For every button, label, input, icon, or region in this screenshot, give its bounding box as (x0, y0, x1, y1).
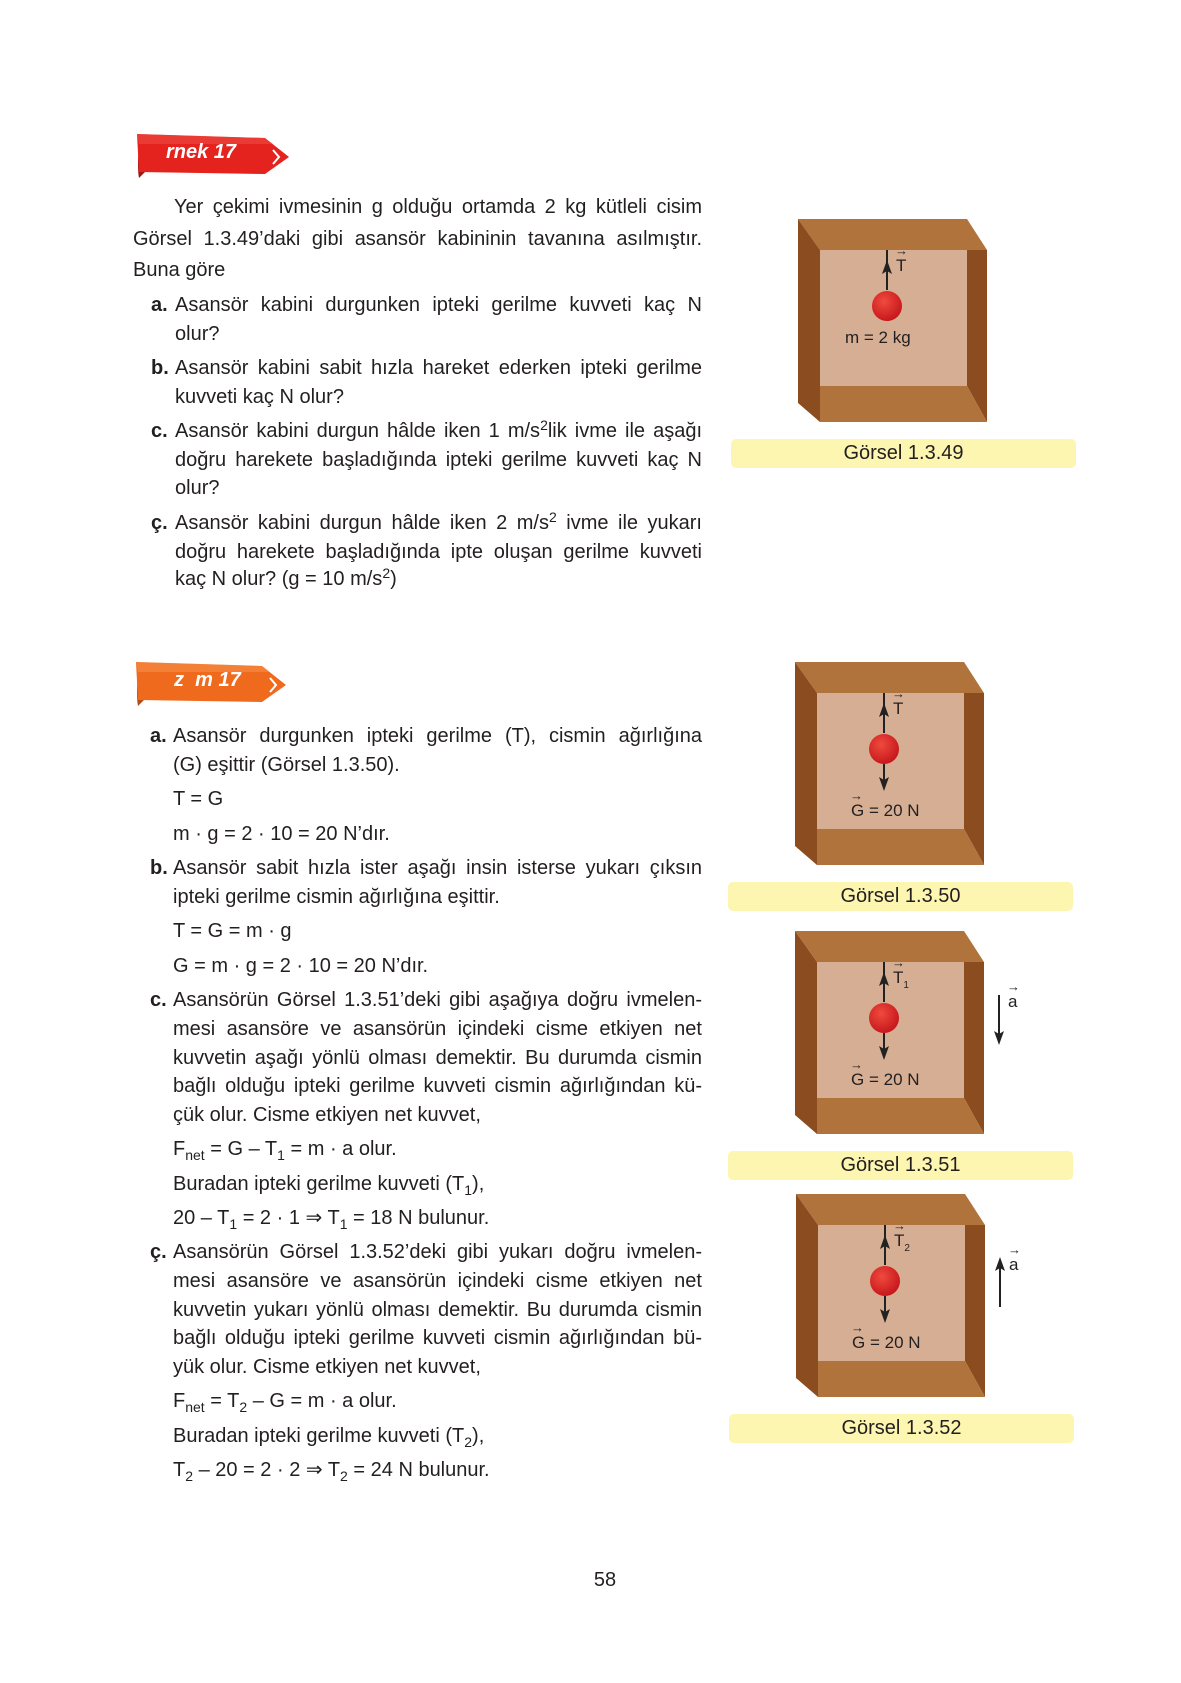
text: Asansör sabit hızla ister aşağı insin isterse yukarı çıksın (173, 857, 702, 879)
text: Asansör kabini durgun hâlde iken 2 m/s (175, 512, 549, 534)
text: Asansör durgunken ipteki gerilme (T), cismin ağırlığına (173, 725, 702, 747)
tension-label (893, 699, 903, 719)
elevator-figure (794, 930, 1018, 1135)
text-line (173, 1073, 702, 1099)
text-line (173, 1205, 702, 1231)
text: çük olur. Cisme etkiyen net kuvvet, (173, 1104, 481, 1126)
tension-symbol: → T (896, 256, 906, 276)
text: – 20 = 2 · 2 ⇒ T (193, 1459, 341, 1481)
text-line (175, 321, 702, 347)
solution-badge-label: z m 17 (174, 669, 241, 691)
text: = 18 N bulunur. (347, 1207, 490, 1229)
text: 20 – T (173, 1207, 230, 1229)
subscript: 2 (185, 1468, 194, 1484)
item-label: b. (151, 357, 169, 379)
text-line (173, 752, 702, 778)
weight-label (852, 1333, 921, 1353)
superscript: 2 (540, 418, 548, 433)
item-label: c. (151, 420, 168, 442)
text: kaç N olur? (g = 10 m/s (175, 568, 383, 590)
text-line (173, 918, 702, 944)
tension-symbol: → T (893, 699, 903, 719)
text: doğru harekete başladığında ipte oluşan gerilme kuvveti (175, 541, 702, 563)
text: F (173, 1390, 186, 1412)
text-line (173, 1354, 702, 1380)
subscript: 2 (464, 1434, 473, 1450)
item-label: b. (150, 857, 168, 879)
text: Buradan ipteki gerilme kuvveti (T (173, 1173, 465, 1195)
subscript: net (185, 1399, 205, 1415)
text: olur? (175, 323, 220, 345)
tension-symbol: → T (894, 1231, 904, 1251)
elevator-figure (794, 661, 984, 866)
text-line (173, 821, 702, 847)
text: m · g = 2 · 10 = 20 N’dır. (173, 823, 390, 845)
text-line (175, 566, 702, 592)
text-line (175, 384, 702, 410)
item-label: a. (150, 725, 167, 747)
elevator-cabin-icon (794, 661, 984, 866)
text: ipteki gerilme cismin ağırlığına eşittir. (173, 886, 500, 908)
subscript: 1 (277, 1147, 285, 1163)
text-line (173, 723, 702, 749)
text: kuvvetin yukarı yönlü olması demektir. Bu durumda cismin (173, 1299, 702, 1321)
text-line (173, 1171, 702, 1197)
text: ) (390, 568, 397, 590)
solution-badge (132, 658, 292, 710)
item-label: ç. (151, 512, 168, 534)
text-line (173, 1325, 702, 1351)
weight-value: = 20 N (865, 1333, 921, 1352)
weight-value: = 20 N (864, 1070, 920, 1089)
text-line (173, 786, 702, 812)
text: T (173, 1459, 186, 1481)
text: Asansörün Görsel 1.3.51’deki gibi aşağıya doğru ivmelen- (173, 989, 702, 1011)
text: Asansör kabini durgun hâlde iken 1 m/s (175, 420, 541, 442)
weight-symbol: → G (851, 801, 864, 821)
figure-caption: Görsel 1.3.49 (731, 439, 1076, 468)
text: Asansör kabini durgunken ipteki gerilme kuvveti kaç N (175, 294, 702, 316)
tension-symbol: → T (893, 968, 903, 988)
text: Görsel 1.3.49’daki gibi asansör kabininin tavanına asılmıştır. (133, 228, 702, 250)
acceleration-symbol: → a (1009, 1255, 1018, 1275)
example-badge-label: rnek 17 (166, 141, 237, 163)
text: = T (204, 1390, 240, 1412)
subscript: net (185, 1147, 205, 1163)
text-line (173, 1102, 702, 1128)
text-line (175, 355, 702, 381)
subscript: 1 (229, 1216, 238, 1232)
text: yük olur. Cisme etkiyen net kuvvet, (173, 1356, 481, 1378)
tension-subscript: 2 (904, 1243, 910, 1254)
subscript: 2 (340, 1468, 348, 1484)
weight-symbol: → G (852, 1333, 865, 1353)
subscript: 2 (239, 1399, 248, 1415)
weight-label (851, 1070, 920, 1090)
text-line (173, 1016, 702, 1042)
example-badge (133, 130, 293, 182)
tension-subscript: 1 (903, 980, 909, 991)
text-line (133, 226, 702, 252)
figure-caption: Görsel 1.3.50 (728, 882, 1073, 911)
text: T = G = m · g (173, 920, 292, 942)
text: T = G (173, 788, 224, 810)
text: = m · a olur. (284, 1138, 397, 1160)
tension-label (893, 968, 909, 991)
text: ), (472, 1425, 485, 1447)
elevator-figure (795, 1193, 1019, 1398)
text: mesi asansöre ve asansörün içindeki cisme etkiyen net (173, 1270, 702, 1292)
text: – G = m · a olur. (247, 1390, 397, 1412)
elevator-cabin-icon (797, 218, 987, 423)
text-line (173, 1423, 702, 1449)
superscript: 2 (382, 565, 391, 581)
text: mesi asansöre ve asansörün içindeki cisme etkiyen net (173, 1018, 702, 1040)
text: olur? (175, 477, 220, 499)
text: = 2 · 1 ⇒ T (237, 1207, 340, 1229)
text-line (173, 1457, 702, 1483)
text-line (173, 855, 702, 881)
text-line (173, 1268, 702, 1294)
text: doğru harekete başladığında ipteki gerilme kuvveti kaç N (175, 449, 702, 471)
item-label: a. (151, 294, 168, 316)
text-line (173, 1388, 702, 1414)
elevator-figure (797, 218, 987, 423)
elevator-cabin-icon (795, 1193, 985, 1398)
acceleration-label (1009, 1255, 1018, 1275)
subscript: 1 (464, 1182, 473, 1198)
text: G = m · g = 2 · 10 = 20 N’dır. (173, 955, 429, 977)
text-line (173, 1045, 702, 1071)
text-line (175, 475, 702, 501)
text: ), (472, 1173, 485, 1195)
weight-label (851, 801, 920, 821)
mass-label (845, 328, 911, 348)
figure-caption: Görsel 1.3.52 (729, 1414, 1074, 1443)
figure-caption: Görsel 1.3.51 (728, 1151, 1073, 1180)
weight-value: = 20 N (864, 801, 920, 820)
text-line (173, 1297, 702, 1323)
acceleration-label (1008, 992, 1017, 1012)
text-line (173, 884, 702, 910)
text-line (175, 510, 702, 536)
text-line (173, 987, 702, 1013)
text: lik ivme ile aşağı (547, 420, 702, 442)
text: Yer çekimi ivmesinin g olduğu ortamda 2 kg kütleli cisim (174, 196, 702, 218)
text: bağlı olduğu ipteki gerilme kuvveti cismin ağırlığından bü- (173, 1327, 702, 1349)
subscript: 1 (339, 1216, 348, 1232)
text-line (173, 953, 702, 979)
text-line (175, 292, 702, 318)
item-label: ç. (150, 1241, 167, 1263)
text-line (175, 447, 702, 473)
text-line (173, 1239, 702, 1265)
text: kuvveti kaç N olur? (175, 386, 344, 408)
weight-symbol: → G (851, 1070, 864, 1090)
page-number: 58 (593, 1569, 617, 1591)
text-line (173, 1136, 702, 1162)
text-line (175, 418, 702, 444)
tension-label (894, 1231, 910, 1254)
text: Asansör kabini sabit hızla hareket ederken ipteki gerilme (175, 357, 702, 379)
text: Buna göre (133, 259, 226, 281)
text: = 24 N bulunur. (347, 1459, 490, 1481)
text-line (175, 539, 702, 565)
tension-label (896, 256, 906, 276)
text: Buradan ipteki gerilme kuvveti (T (173, 1425, 465, 1447)
item-label: c. (150, 989, 167, 1011)
text: = G – T (204, 1138, 278, 1160)
text: bağlı olduğu ipteki gerilme kuvveti cismin ağırlığından kü- (173, 1075, 702, 1097)
acceleration-symbol: → a (1008, 992, 1017, 1012)
text: Asansörün Görsel 1.3.52’deki gibi yukarı doğru ivmelen- (173, 1241, 702, 1263)
superscript: 2 (548, 510, 557, 525)
mass-text: m = 2 kg (845, 328, 911, 347)
text-line (174, 194, 702, 220)
text: kuvvetin aşağı yönlü olması demektir. Bu durumda cismin (173, 1047, 702, 1069)
text-line (133, 257, 702, 283)
elevator-cabin-icon (794, 930, 984, 1135)
text: ivme ile yukarı (556, 512, 702, 534)
text: F (173, 1138, 186, 1160)
text: (G) eşittir (Görsel 1.3.50). (173, 754, 400, 776)
